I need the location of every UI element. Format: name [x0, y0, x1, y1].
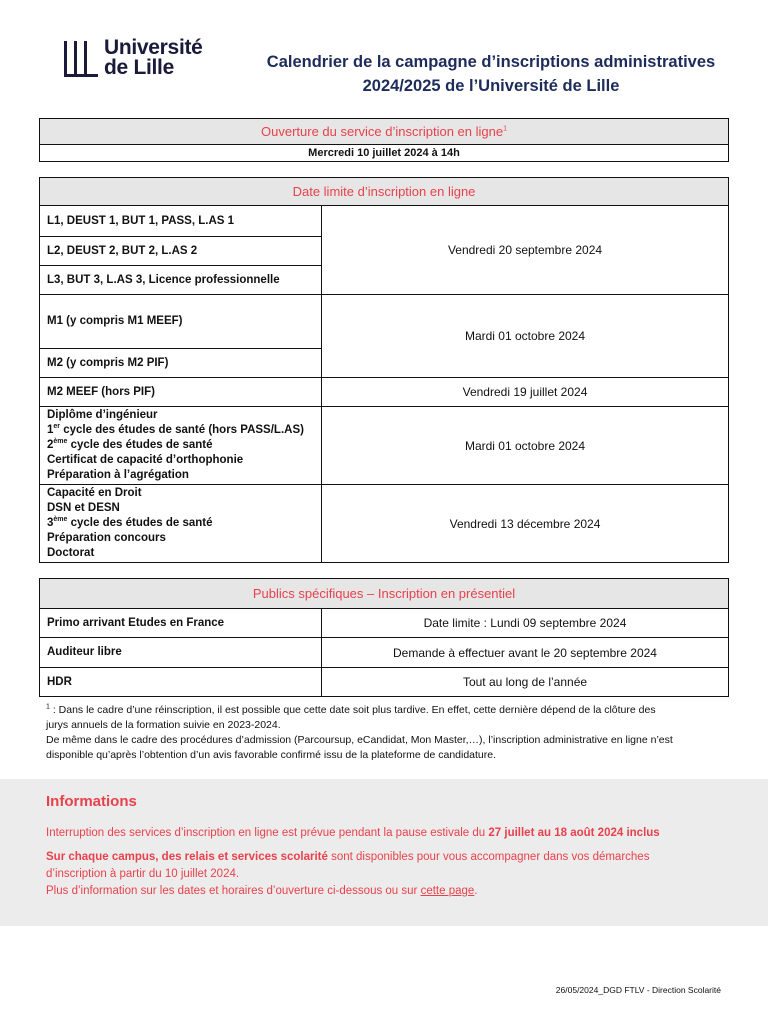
group-line-part: 2 [47, 439, 54, 451]
deadline-row-label: L3, BUT 3, L.AS 3, Licence professionnelle [40, 266, 322, 295]
deadline-value: Vendredi 20 septembre 2024 [322, 206, 729, 295]
footnote-line: disponible qu’après l’obtention d’un avis favorable confirmé issu de la plateforme de candidature. [46, 749, 497, 761]
footnote-line: jurys annuels de la formation suivie en 2023-2024. [46, 719, 281, 731]
group-line [47, 438, 314, 453]
footnote-line [46, 703, 726, 718]
group-line-part: cycle des études de santé [67, 439, 213, 451]
opening-header-text: Ouverture du service d’inscription en ligne [261, 124, 504, 139]
group-line: Capacité en Droit [47, 487, 142, 499]
title-line2: 2024/2025 de l’Université de Lille [362, 77, 620, 95]
logo-line1: Université [104, 36, 203, 59]
group-line: Diplôme d’ingénieur [47, 409, 158, 421]
group-line [47, 423, 314, 438]
logo-line2: de Lille [104, 56, 174, 79]
publics-table [39, 578, 729, 697]
group-line [47, 516, 314, 531]
publics-row-label: Primo arrivant Etudes en France [40, 609, 322, 638]
footnote-text: : Dans le cadre d’une réinscription, il est possible que cette date soit plus tardive. En effet, cette dernière dépend de la clôture des [49, 704, 656, 716]
info-paragraph [46, 883, 722, 900]
group-line-part: cycle des études de santé (hors PASS/L.AS) [60, 424, 304, 436]
info-text: sont disponibles pour vous accompagner dans vos démarches [327, 851, 650, 863]
title-line1: Calendrier de la campagne d’inscriptions administratives [266, 53, 716, 71]
footnotes [46, 703, 726, 763]
university-logo [64, 38, 203, 78]
info-bold-text: Sur chaque campus, des relais et services scolarité [46, 851, 328, 863]
deadline-value: Mardi 01 octobre 2024 [322, 407, 729, 485]
information-box [0, 779, 768, 926]
group-line-part: cycle des études de santé [67, 517, 213, 529]
deadline-group-label [40, 485, 322, 563]
group-line: Certificat de capacité d’orthophonie [47, 454, 244, 466]
deadline-row-label: L1, DEUST 1, BUT 1, PASS, L.AS 1 [40, 206, 322, 237]
group-line: Préparation concours [47, 532, 166, 544]
group-line-sup: ème [53, 438, 68, 446]
deadline-row-label: M1 (y compris M1 MEEF) [40, 295, 322, 349]
deadline-value: Vendredi 13 décembre 2024 [322, 485, 729, 563]
publics-row-value: Tout au long de l’année [322, 668, 729, 697]
publics-header: Publics spécifiques – Inscription en présentiel [40, 579, 729, 609]
page-title [236, 50, 746, 98]
opening-date: Mercredi 10 juillet 2024 à 14h [40, 145, 729, 162]
footnote-ref: 1 [503, 125, 507, 133]
deadline-row-label: L2, DEUST 2, BUT 2, L.AS 2 [40, 237, 322, 266]
publics-row-label: Auditeur libre [40, 638, 322, 668]
deadline-row-label: M2 (y compris M2 PIF) [40, 349, 322, 378]
opening-header [40, 119, 729, 145]
deadline-table [39, 177, 729, 563]
deadline-row-label: M2 MEEF (hors PIF) [40, 378, 322, 407]
footer-text: 26/05/2024_DGD FTLV - Direction Scolarité [555, 985, 721, 995]
info-paragraph [46, 849, 722, 866]
publics-row-label: HDR [40, 668, 322, 697]
info-text: Plus d’information sur les dates et horaires d’ouverture ci-dessous ou sur [46, 885, 421, 897]
deadline-group-label [40, 407, 322, 485]
footnote-sup: 1 [46, 703, 50, 711]
group-line-part: 1 [47, 424, 54, 436]
group-line-sup: er [53, 423, 61, 431]
deadline-header: Date limite d’inscription en ligne [40, 178, 729, 206]
publics-row-value: Demande à effectuer avant le 20 septembre 2024 [322, 638, 729, 668]
deadline-value: Vendredi 19 juillet 2024 [322, 378, 729, 407]
info-paragraph: d’inscription à partir du 10 juillet 2024. [46, 868, 240, 880]
info-text: Interruption des services d’inscription en ligne est prévue pendant la pause estivale du [46, 827, 489, 839]
logo-text [104, 38, 203, 78]
group-line: Préparation à l’agrégation [47, 469, 189, 481]
group-line-part: 3 [47, 517, 54, 529]
opening-table [39, 118, 729, 162]
group-line-sup: ème [53, 516, 68, 524]
publics-row-value: Date limite : Lundi 09 septembre 2024 [322, 609, 729, 638]
group-line: DSN et DESN [47, 502, 120, 514]
footnote-line: De même dans le cadre des procédures d’admission (Parcoursup, eCandidat, Mon Master,…), l’inscription administrative en ligne n’est [46, 734, 673, 746]
information-heading: Informations [46, 793, 137, 810]
logo-mark-icon [64, 39, 98, 77]
deadline-value: Mardi 01 octobre 2024 [322, 295, 729, 378]
info-bold-text: 27 juillet au 18 août 2024 inclus [488, 827, 660, 839]
group-line: Doctorat [47, 547, 95, 559]
info-paragraph [46, 825, 722, 842]
info-text: . [474, 885, 478, 897]
info-page-link[interactable]: cette page [420, 885, 475, 897]
